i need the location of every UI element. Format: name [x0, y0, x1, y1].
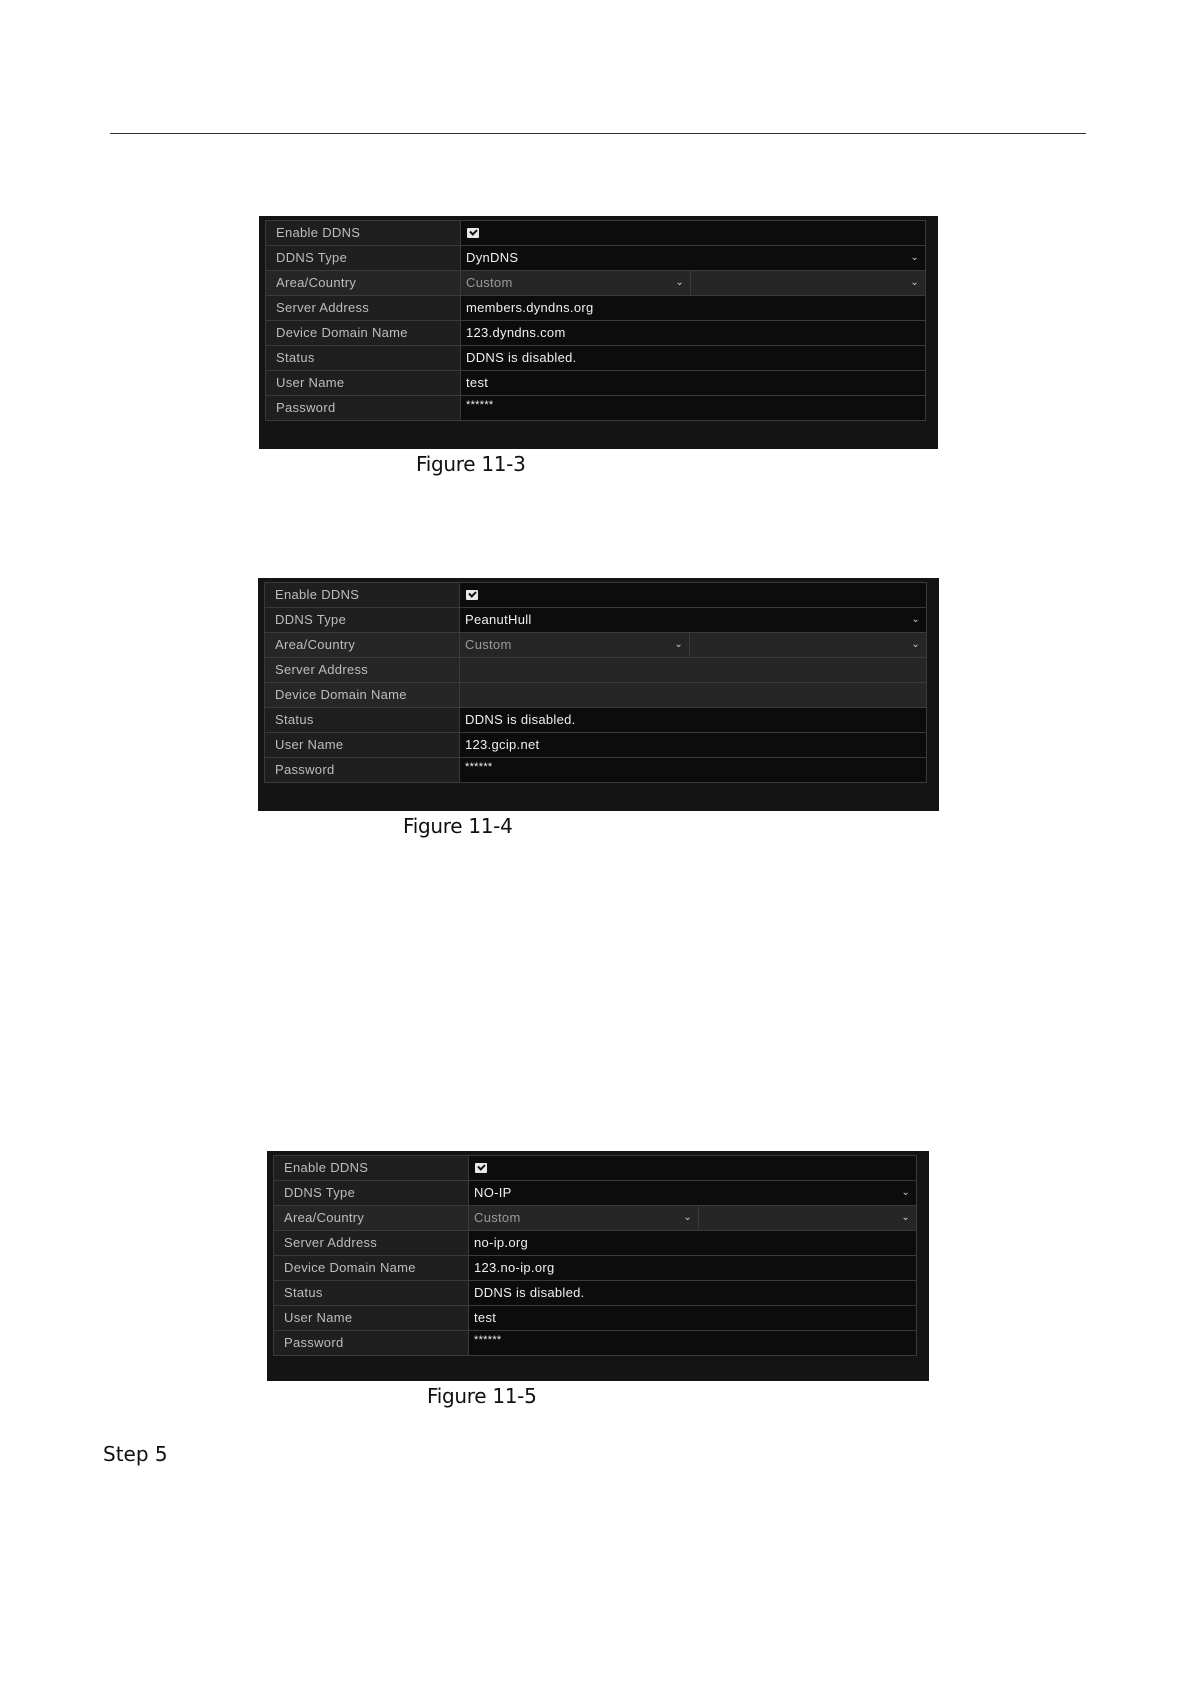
password-row: [266, 396, 925, 421]
server-address-row: [266, 296, 925, 321]
chevron-down-icon: ⌄: [910, 252, 919, 263]
password-mask: ******: [466, 399, 494, 411]
figure-caption: Figure 11-5: [427, 1384, 537, 1408]
server-address-input[interactable]: members.dyndns.org: [461, 296, 925, 320]
ddns-settings-grid: [264, 582, 927, 783]
user-name-row: [274, 1306, 916, 1331]
chevron-down-icon: ⌄: [911, 639, 920, 650]
ddns-type-row: [266, 246, 925, 271]
enable-ddns-checkbox[interactable]: [466, 590, 478, 600]
enable-ddns-cell: [460, 583, 926, 607]
figure-caption: Figure 11-3: [416, 452, 526, 476]
status-value: DDNS is disabled.: [460, 708, 926, 732]
area-value: Custom: [466, 275, 513, 290]
area-value: Custom: [474, 1210, 521, 1225]
status-row: [266, 346, 925, 371]
user-name-input[interactable]: 123.gcip.net: [460, 733, 926, 757]
user-name-row: [266, 371, 925, 396]
header-rule: [110, 133, 1086, 134]
device-domain-input: [460, 683, 926, 707]
enable-ddns-row: [265, 583, 926, 608]
server-address-label: Server Address: [274, 1231, 469, 1255]
country-select[interactable]: [691, 271, 925, 295]
password-input[interactable]: [461, 396, 925, 420]
area-country-cell: [461, 271, 925, 295]
area-country-row: [274, 1206, 916, 1231]
ddns-settings-grid: [273, 1155, 917, 1356]
enable-ddns-cell: [469, 1156, 916, 1180]
area-country-row: [266, 271, 925, 296]
user-name-row: [265, 733, 926, 758]
server-address-row: [274, 1231, 916, 1256]
ddns-type-value: DynDNS: [466, 250, 519, 265]
enable-ddns-label: Enable DDNS: [274, 1156, 469, 1180]
area-value: Custom: [465, 637, 512, 652]
status-label: Status: [266, 346, 461, 370]
figure-caption: Figure 11-4: [403, 814, 513, 838]
device-domain-row: [266, 321, 925, 346]
user-name-label: User Name: [266, 371, 461, 395]
area-country-row: [265, 633, 926, 658]
ddns-type-label: DDNS Type: [266, 246, 461, 270]
ddns-type-select[interactable]: [461, 246, 925, 270]
area-select[interactable]: [469, 1206, 699, 1230]
enable-ddns-label: Enable DDNS: [266, 221, 461, 245]
area-select[interactable]: [460, 633, 690, 657]
area-select[interactable]: [461, 271, 691, 295]
enable-ddns-row: [266, 221, 925, 246]
country-select[interactable]: [690, 633, 926, 657]
ddns-panel-dyndns: [259, 216, 938, 449]
password-input[interactable]: [469, 1331, 916, 1355]
enable-ddns-row: [274, 1156, 916, 1181]
device-domain-row: [265, 683, 926, 708]
server-address-label: Server Address: [266, 296, 461, 320]
ddns-type-label: DDNS Type: [274, 1181, 469, 1205]
ddns-panel-peanuthull: [258, 578, 939, 811]
device-domain-label: Device Domain Name: [266, 321, 461, 345]
step-heading: Step 5: [103, 1442, 168, 1466]
chevron-down-icon: ⌄: [674, 639, 683, 650]
password-mask: ******: [465, 761, 493, 773]
status-row: [274, 1281, 916, 1306]
status-value: DDNS is disabled.: [461, 346, 925, 370]
password-label: Password: [266, 396, 461, 420]
chevron-down-icon: ⌄: [683, 1212, 692, 1223]
status-value: DDNS is disabled.: [469, 1281, 916, 1305]
ddns-settings-grid: [265, 220, 926, 421]
ddns-type-label: DDNS Type: [265, 608, 460, 632]
user-name-input[interactable]: test: [469, 1306, 916, 1330]
ddns-type-value: NO-IP: [474, 1185, 512, 1200]
ddns-panel-noip: [267, 1151, 929, 1381]
chevron-down-icon: ⌄: [901, 1212, 910, 1223]
area-country-cell: [460, 633, 926, 657]
status-row: [265, 708, 926, 733]
chevron-down-icon: ⌄: [675, 277, 684, 288]
ddns-type-row: [265, 608, 926, 633]
device-domain-label: Device Domain Name: [274, 1256, 469, 1280]
enable-ddns-checkbox[interactable]: [467, 228, 479, 238]
password-mask: ******: [474, 1334, 502, 1346]
user-name-label: User Name: [265, 733, 460, 757]
password-row: [265, 758, 926, 783]
area-country-cell: [469, 1206, 916, 1230]
device-domain-label: Device Domain Name: [265, 683, 460, 707]
status-label: Status: [274, 1281, 469, 1305]
ddns-type-select[interactable]: [460, 608, 926, 632]
ddns-type-value: PeanutHull: [465, 612, 532, 627]
area-country-label: Area/Country: [266, 271, 461, 295]
user-name-label: User Name: [274, 1306, 469, 1330]
enable-ddns-checkbox[interactable]: [475, 1163, 487, 1173]
user-name-input[interactable]: test: [461, 371, 925, 395]
server-address-row: [265, 658, 926, 683]
password-label: Password: [265, 758, 460, 782]
server-address-input[interactable]: no-ip.org: [469, 1231, 916, 1255]
server-address-label: Server Address: [265, 658, 460, 682]
chevron-down-icon: ⌄: [911, 614, 920, 625]
enable-ddns-label: Enable DDNS: [265, 583, 460, 607]
status-label: Status: [265, 708, 460, 732]
country-select[interactable]: [699, 1206, 916, 1230]
area-country-label: Area/Country: [274, 1206, 469, 1230]
device-domain-input[interactable]: 123.dyndns.com: [461, 321, 925, 345]
password-label: Password: [274, 1331, 469, 1355]
chevron-down-icon: ⌄: [910, 277, 919, 288]
area-country-label: Area/Country: [265, 633, 460, 657]
server-address-input: [460, 658, 926, 682]
device-domain-row: [274, 1256, 916, 1281]
password-row: [274, 1331, 916, 1356]
ddns-type-row: [274, 1181, 916, 1206]
device-domain-input[interactable]: 123.no-ip.org: [469, 1256, 916, 1280]
password-input[interactable]: [460, 758, 926, 782]
chevron-down-icon: ⌄: [901, 1187, 910, 1198]
ddns-type-select[interactable]: [469, 1181, 916, 1205]
enable-ddns-cell: [461, 221, 925, 245]
